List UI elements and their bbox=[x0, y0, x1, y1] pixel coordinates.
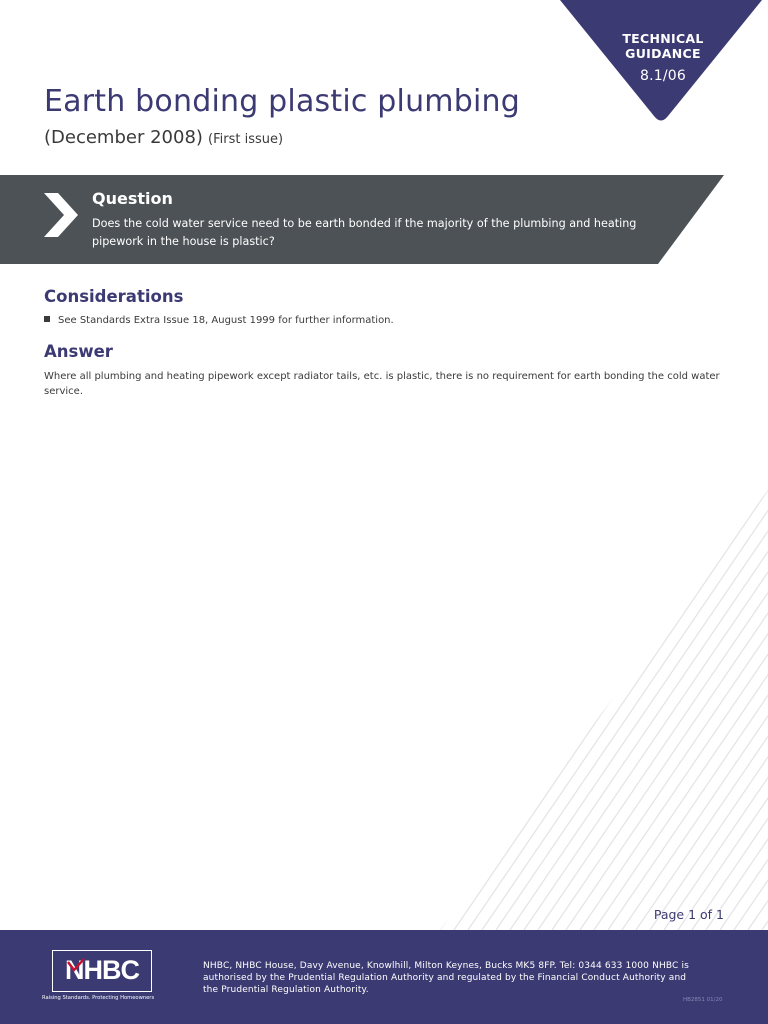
decorative-stripe bbox=[440, 490, 656, 930]
footer-address: NHBC, NHBC House, Davy Avenue, Knowlhill, Milton Keynes, Bucks MK5 8FP. Tel: 0344 633 1000 NHBC is authorised by the Prudential Regulation Authority and regulated by the Financial Conduct Authority and the Prudential Regulation Authority. bbox=[203, 961, 689, 995]
question-text: Does the cold water service need to be earth bonded if the majority of the plumbing and heating pipework in the house is plastic? bbox=[92, 217, 637, 248]
bullet-icon bbox=[44, 316, 50, 322]
considerations-heading: Considerations bbox=[44, 287, 184, 306]
page-number: Page 1 of 1 bbox=[653, 907, 724, 922]
decorative-stripes bbox=[440, 490, 768, 930]
page-title: Earth bonding plastic plumbing bbox=[44, 84, 520, 119]
issue-label: (First issue) bbox=[208, 132, 284, 147]
badge-line-1: TECHNICAL bbox=[622, 31, 704, 46]
considerations-list-item bbox=[44, 315, 394, 326]
badge-text bbox=[560, 31, 766, 84]
technical-guidance-badge bbox=[560, 0, 762, 124]
decorative-stripe bbox=[440, 490, 684, 930]
badge-line-2: GUIDANCE bbox=[625, 46, 701, 61]
footer bbox=[0, 930, 768, 1024]
decorative-stripe bbox=[440, 490, 628, 930]
answer-text: Where all plumbing and heating pipework except radiator tails, etc. is plastic, there is no requirement for earth bonding the cold water service. bbox=[44, 371, 720, 397]
logo-check-icon bbox=[66, 958, 86, 972]
nhbc-logo bbox=[52, 950, 152, 992]
issue-date: (December 2008) bbox=[44, 127, 203, 148]
logo-tagline: Raising Standards. Protecting Homeowners bbox=[42, 995, 155, 1001]
question-heading: Question bbox=[92, 189, 173, 208]
considerations-item-text: See Standards Extra Issue 18, August 1999 for further information. bbox=[58, 315, 394, 326]
decorative-stripe bbox=[440, 490, 712, 930]
issue-line bbox=[44, 127, 283, 148]
answer-heading: Answer bbox=[44, 342, 113, 361]
logo-wordmark: NHBC bbox=[65, 955, 139, 985]
document-code: HB2851 01/20 bbox=[683, 997, 723, 1003]
decorative-stripe bbox=[440, 490, 600, 930]
chevron-right-icon bbox=[44, 193, 78, 237]
guidance-code: 8.1/06 bbox=[640, 68, 686, 84]
